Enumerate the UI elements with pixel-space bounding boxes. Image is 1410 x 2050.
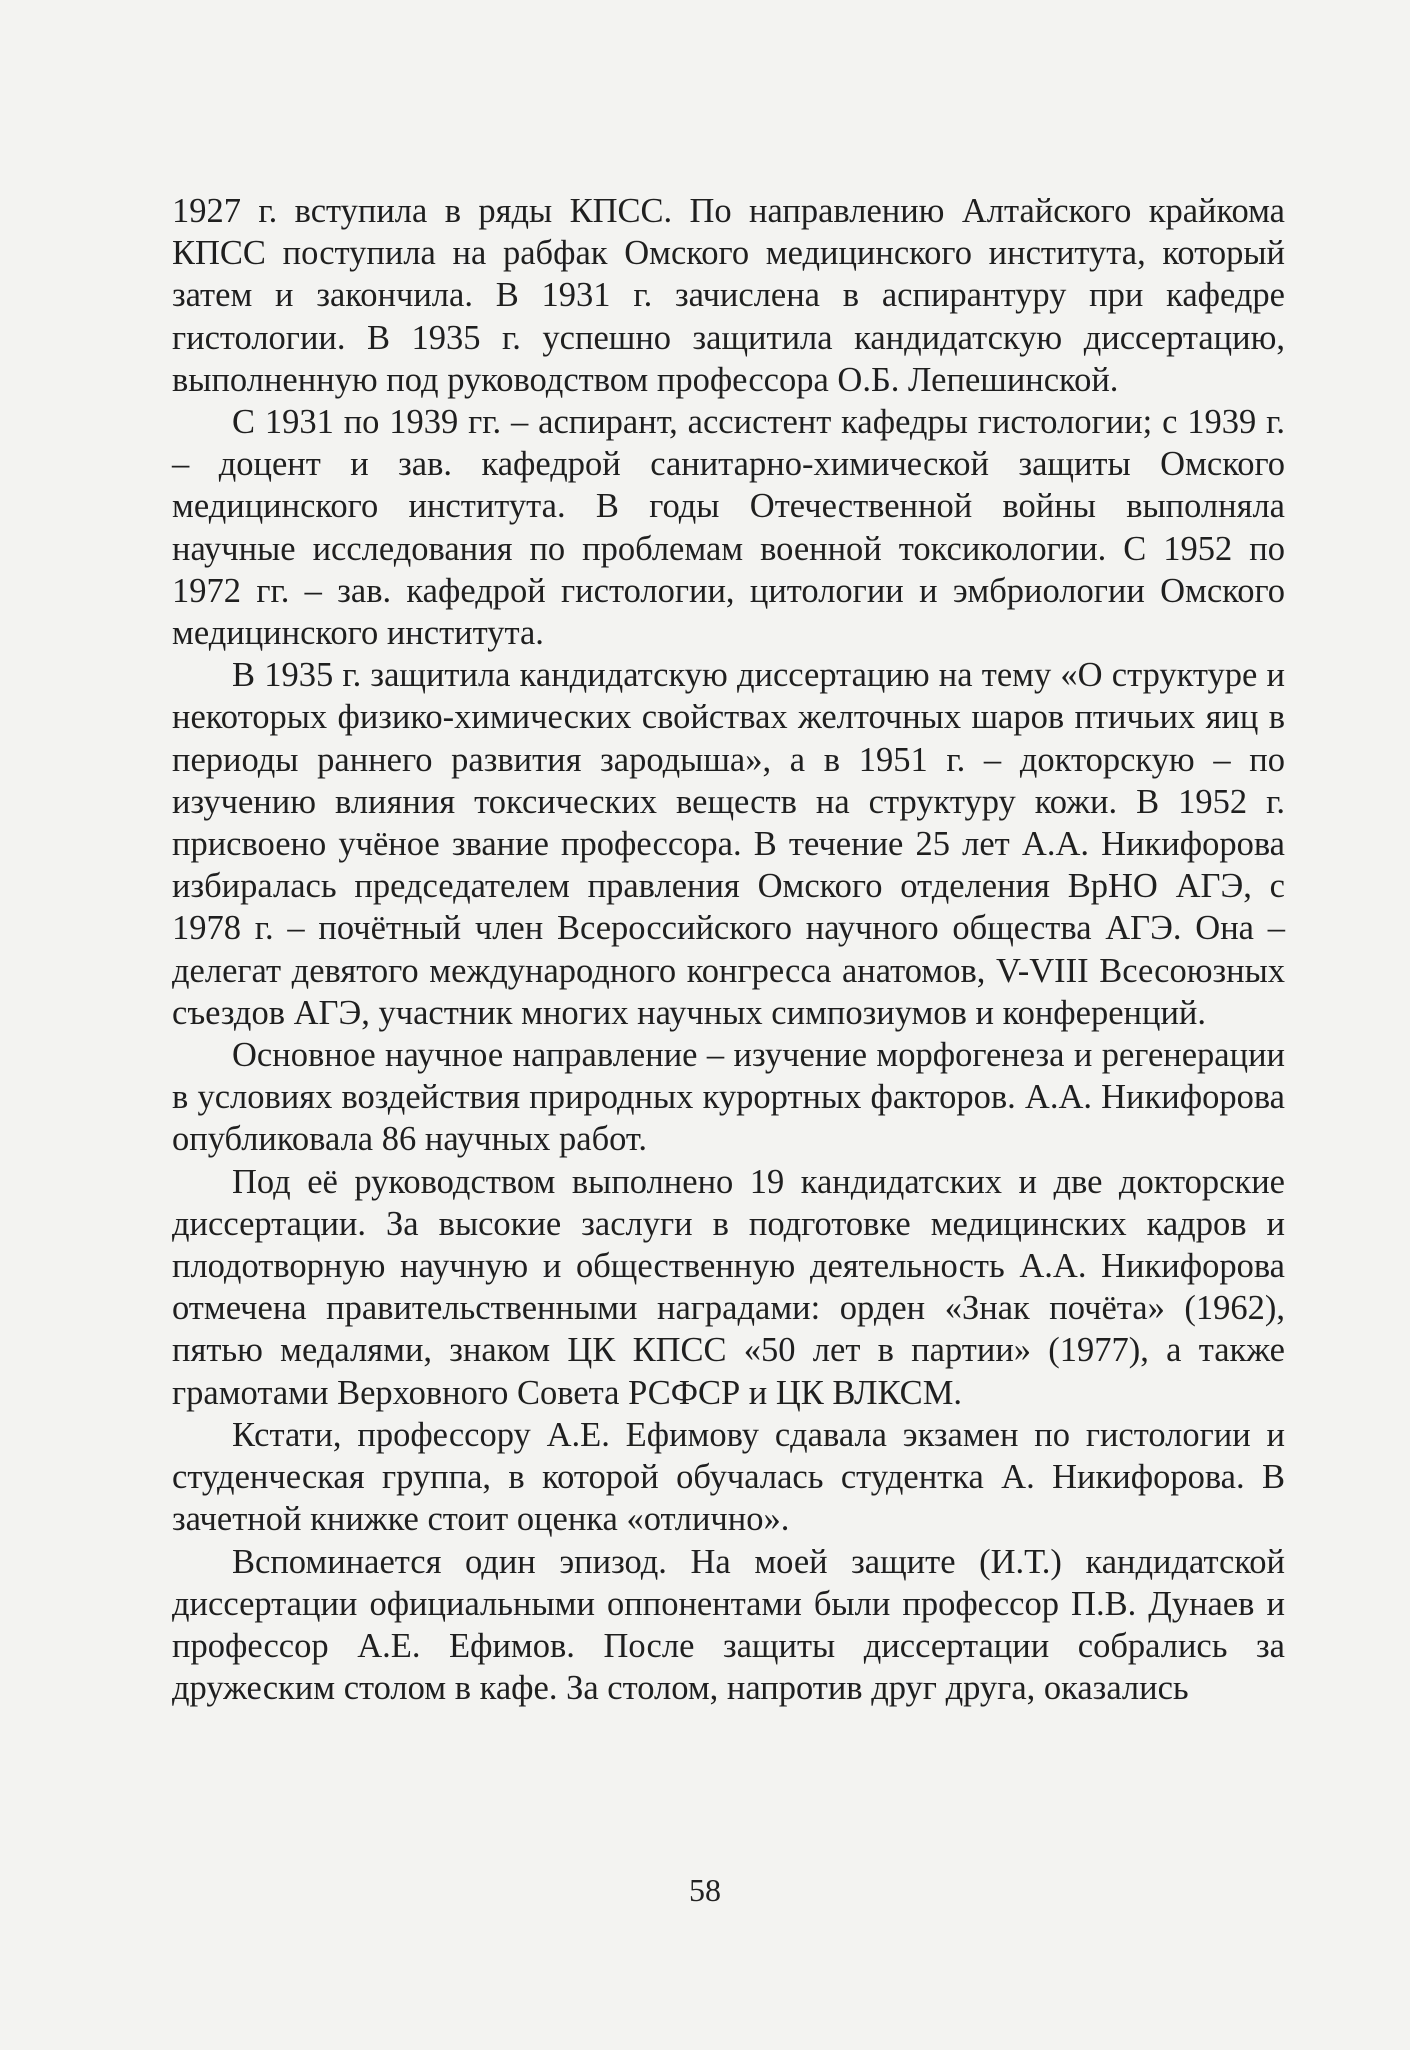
paragraph-7: Вспоминается один эпизод. На моей защите (И.Т.) кандидатской диссертации официальными оппонентами были профессор П.В. Дунаев и профессор А.Е. Ефимов. После защиты диссертации собрались за дружеским столом в кафе. За столом, напротив друг друга, оказались [172,1542,1285,1708]
paragraph-5: Под её руководством выполнено 19 кандидатских и две докторские диссертации. За высокие заслуги в подготовке медицинских кадров и плодотворную научную и общественную деятельность А.А. Никифорова отмечена правительственными наградами: орден «Знак почёта» (1962), пятью медалями, знаком ЦК КПСС «50 лет в партии» (1977), а также грамотами Верховного Совета РСФСР и ЦК ВЛКСМ. [172,1162,1285,1412]
paragraph-2: С 1931 по 1939 гг. – аспирант, ассистент кафедры гистологии; с 1939 г. – доцент и зав. кафедрой санитарно-химической защиты Омского медицинского института. В годы Отечественной войны выполняла научные исследования по проблемам военной токсикологии. С 1952 по 1972 гг. – зав. кафедрой гистологии, цитологии и эмбриологии Омского медицинского института. [172,403,1285,653]
paragraph-6: Кстати, профессору А.Е. Ефимову сдавала экзамен по гистологии и студенческая группа, в которой обучалась студентка А. Никифорова. В зачетной книжке стоит оценка «отлично». [172,1415,1285,1539]
body-text [172,190,1285,1709]
paragraph-4: Основное научное направление – изучение морфогенеза и регенерации в условиях воздействия природных курортных факторов. А.А. Никифорова опубликовала 86 научных работ. [172,1036,1285,1159]
paragraph-3: В 1935 г. защитила кандидатскую диссертацию на тему «О структуре и некоторых физико-химических свойствах желточных шаров птичьих яиц в периоды раннего развития зародыша», а в 1951 г. – докторскую – по изучению влияния токсических веществ на структуру кожи. В 1952 г. присвоено учёное звание профессора. В течение 25 лет А.А. Никифорова избиралась председателем правления Омского отделения ВрНО АГЭ, с 1978 г. – почётный член Всероссийского научного общества АГЭ. Она – делегат девятого международного конгресса анатомов, V-VIII Всесоюзных съездов АГЭ, участник многих научных симпозиумов и конференций. [172,656,1285,1032]
paragraph-1: 1927 г. вступила в ряды КПСС. По направлению Алтайского крайкома КПСС поступила на рабфак Омского медицинского института, который затем и закончила. В 1931 г. зачислена в аспирантуру при кафедре гистологии. В 1935 г. успешно защитила кандидатскую диссертацию, выполненную под руководством профессора О.Б. Лепешинской. [172,192,1285,399]
page-number: 58 [689,1872,721,1908]
